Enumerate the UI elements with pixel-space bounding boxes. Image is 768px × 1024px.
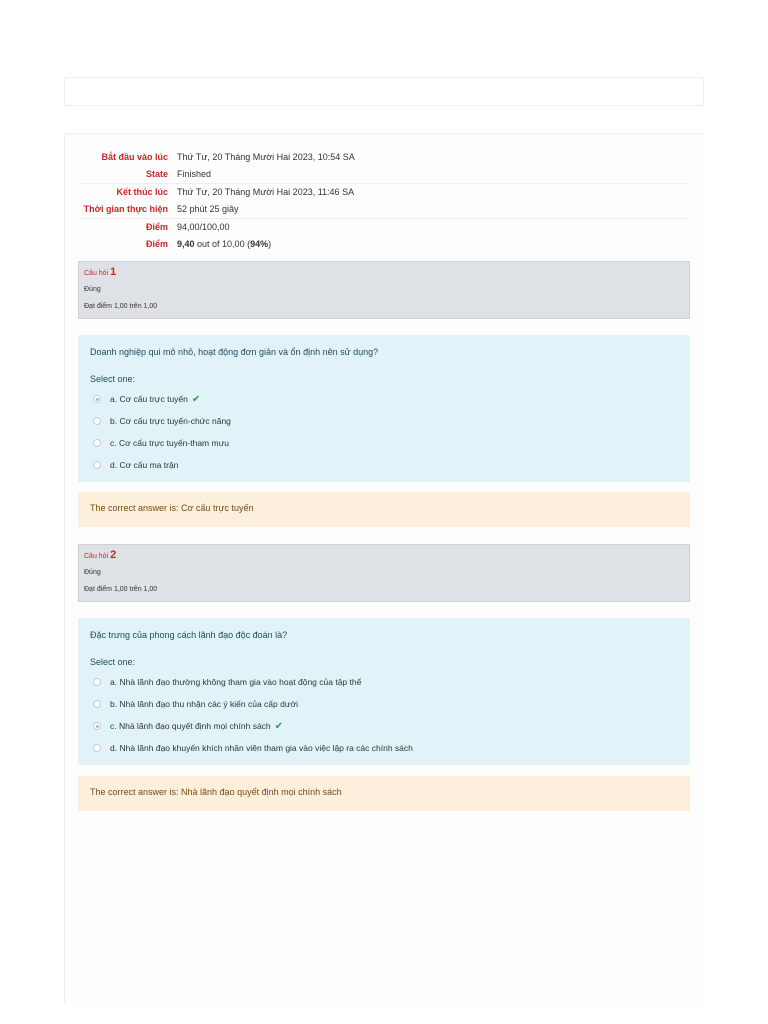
question-label: Câu hỏi [84,553,109,560]
question-text: Doanh nghiệp qui mô nhỏ, hoạt động đơn giản và ổn định nên sử dụng? [90,347,379,357]
question-state: Đúng [84,286,101,293]
summary-value: 94,00/100,00 [177,222,230,232]
summary-label: State [145,169,168,179]
question-formulation [78,335,690,482]
answer-option[interactable] [90,388,678,410]
summary-label: Thời gian thực hiện [83,204,168,214]
answer-option[interactable] [90,693,678,715]
radio-button[interactable] [93,744,101,752]
grade-percent: 94% [250,239,269,249]
answer-label: b. Nhà lãnh đạo thu nhận các ý kiến của cấp dưới [110,699,298,709]
answer-label: c. Nhà lãnh đạo quyết định mọi chính sách [110,721,271,731]
answer-label: b. Cơ cấu trực tuyến-chức năng [110,416,231,426]
summary-row-grade [78,236,690,253]
summary-value: Thứ Tư, 20 Tháng Mười Hai 2023, 10:54 SA [177,152,355,162]
correct-answer-feedback: The correct answer is: Nhà lãnh đạo quyết định mọi chính sách [78,776,690,811]
correct-answer-feedback: The correct answer is: Cơ cấu trực tuyến [78,492,690,527]
summary-value: Thứ Tư, 20 Tháng Mười Hai 2023, 11:46 SA [177,187,355,197]
question-number-value: 2 [110,549,117,561]
answer-list [90,671,678,759]
select-prompt: Select one: [90,374,136,384]
summary-label: Điểm [145,239,168,249]
summary-label: Điểm [145,222,168,232]
grade-value: 9,40 [177,239,195,249]
radio-button[interactable] [93,417,101,425]
grade-suffix: out of 10,00 ( [194,239,251,249]
summary-row [78,218,690,236]
grade-end: ) [268,239,272,249]
answer-option[interactable] [90,432,678,454]
radio-button[interactable] [93,700,101,708]
answer-list [90,388,678,476]
summary-row [78,201,690,218]
answer-label: c. Cơ cấu trực tuyến-tham mưu [110,438,229,448]
radio-button[interactable] [93,722,101,730]
answer-option[interactable] [90,715,678,737]
answer-option[interactable] [90,737,678,759]
radio-button[interactable] [93,461,101,469]
summary-row [78,147,690,166]
question-text: Đặc trưng của phong cách lãnh đạo độc đoán là? [90,630,288,640]
attempt-summary [78,147,690,253]
summary-value: 52 phút 25 giây [177,204,239,214]
answer-label: a. Cơ cấu trực tuyến [110,394,188,404]
radio-button[interactable] [93,395,101,403]
answer-option[interactable] [90,410,678,432]
summary-label: Bắt đầu vào lúc [101,152,168,162]
question-mark: Đạt điểm 1,00 trên 1,00 [84,303,158,310]
check-icon: ✔ [274,720,284,732]
radio-button[interactable] [93,678,101,686]
question-number [84,549,684,563]
answer-option[interactable] [90,671,678,693]
answer-label: d. Nhà lãnh đạo khuyến khích nhân viên tham gia vào việc lập ra các chính sách [110,743,413,753]
question-number-value: 1 [110,266,117,278]
summary-value [168,236,271,253]
check-icon: ✔ [191,393,201,405]
question-number [84,266,684,280]
answer-option[interactable] [90,454,678,476]
summary-row [78,166,690,183]
radio-button[interactable] [93,439,101,447]
question-info [78,261,690,319]
summary-label: Kết thúc lúc [116,187,168,197]
question-label: Câu hỏi [84,270,109,277]
summary-value: Finished [177,169,212,179]
answer-label: a. Nhà lãnh đạo thường không tham gia vào hoạt động của tập thể [110,677,362,687]
select-prompt: Select one: [90,657,136,667]
question-info [78,544,690,602]
question-mark: Đạt điểm 1,00 trên 1,00 [84,586,158,593]
answer-label: d. Cơ cấu ma trận [110,460,179,470]
summary-row [78,183,690,201]
question-formulation [78,618,690,765]
question-state: Đúng [84,569,101,576]
top-bar [64,77,704,106]
